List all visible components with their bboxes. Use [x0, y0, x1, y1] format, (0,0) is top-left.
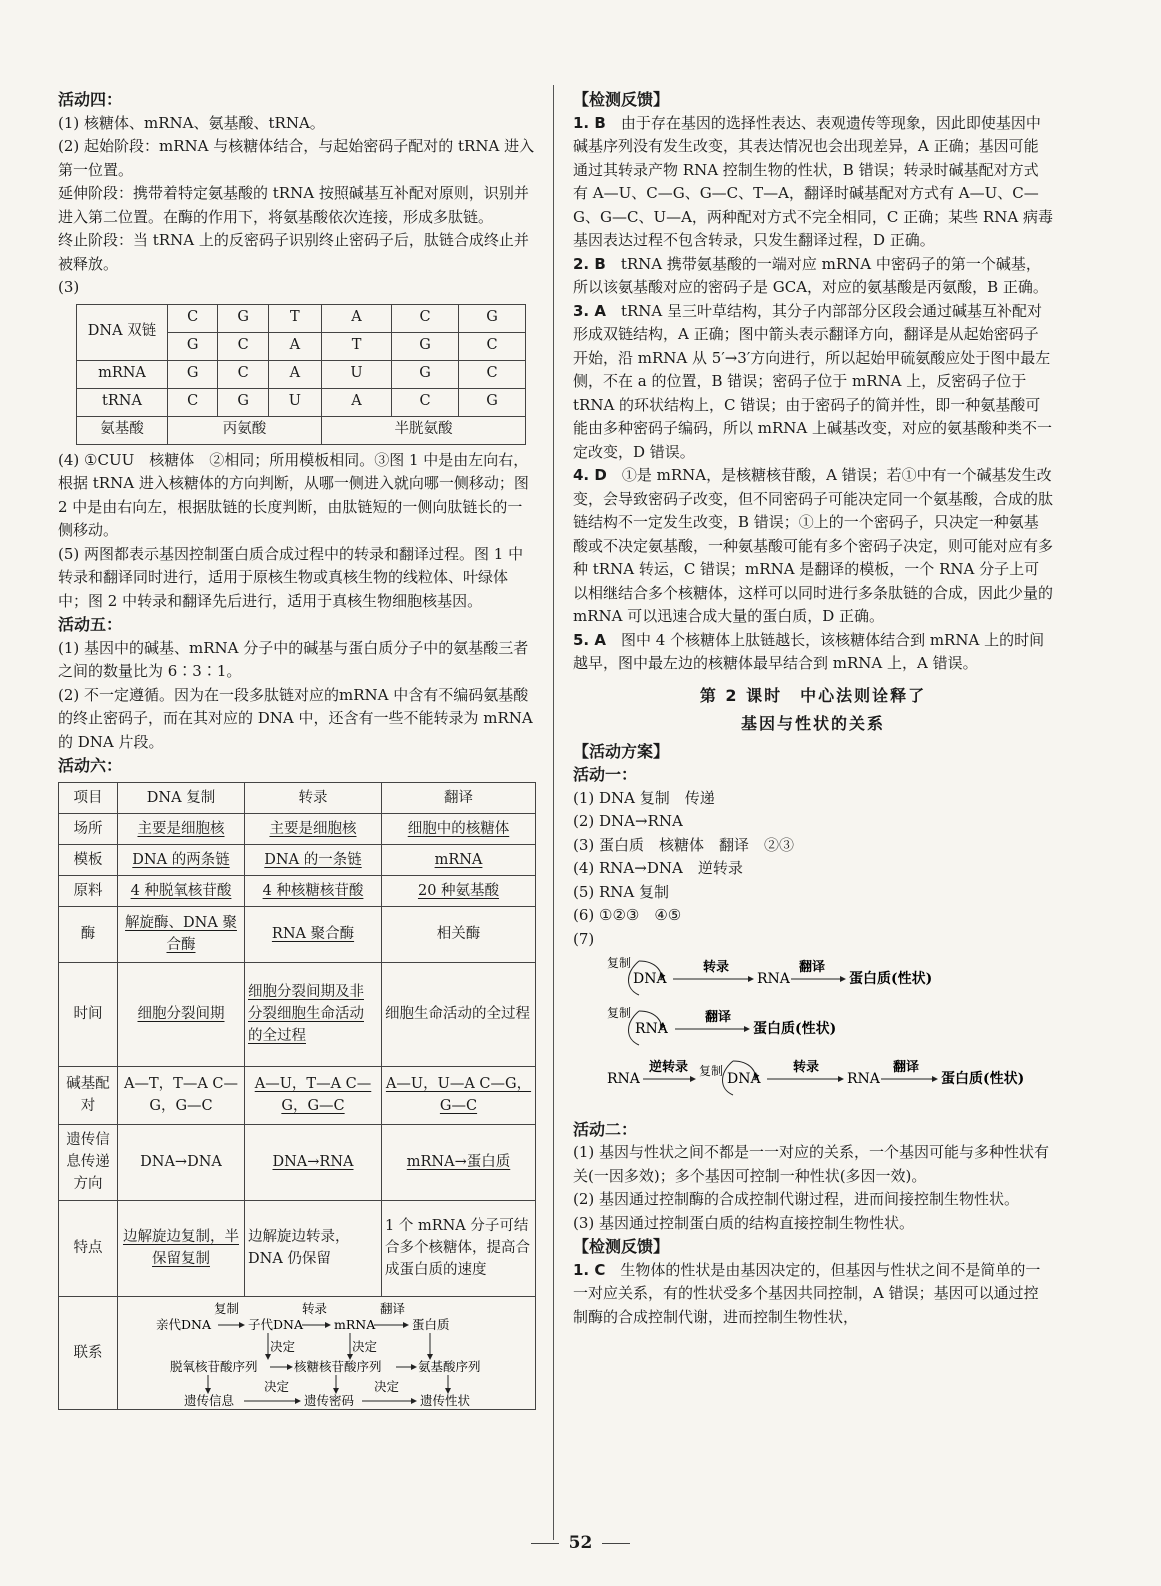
genetic-info: 遗传信息 [184, 1392, 235, 1408]
answer-number: 2. B [573, 254, 606, 273]
ribo-seq: 核糖核苷酸序列 [294, 1358, 382, 1374]
flow-svg [603, 953, 1043, 1103]
parent-dna: 亲代DNA [156, 1316, 211, 1332]
row-label: 原料 [59, 875, 118, 906]
table-cell: G [392, 332, 459, 360]
comparison-table [58, 782, 536, 1410]
activity1-item6: (6) ①②③ ④⑤ [573, 906, 682, 924]
table-cell: U [321, 360, 391, 388]
activity4-item4: (4) ①CUU 核糖体 ②相同；所用模板相同。③图 1 中是由左向右，根据 tRNA 进入核糖体的方向判断，从哪一侧进入就向哪一侧移动；图 2 中是由右向左，根据肽链的长度判断，由肽链短的一侧向肽链长的一侧移动。 [58, 450, 529, 539]
table-cell: mRNA→蛋白质 [406, 1154, 511, 1170]
aa-seq: 氨基酸序列 [418, 1358, 481, 1374]
table-header: 转录 [245, 782, 382, 813]
label-decide: 决定 [270, 1338, 296, 1354]
table-cell: T [268, 304, 321, 332]
dna-node: DNA [633, 971, 667, 987]
row-label: 联系 [59, 1296, 118, 1409]
table-cell: U [268, 388, 321, 416]
activity1-item1: (1) DNA 复制 传递 [573, 788, 715, 807]
table-cell: RNA 聚合酶 [271, 926, 355, 942]
activity2-item3: (3) 基因通过控制蛋白质的结构直接控制生物性状。 [573, 1213, 915, 1232]
activity1-item7: (7) [573, 929, 595, 948]
label-copy: 复制 [214, 1300, 240, 1316]
activity2-item1: (1) 基因与性状之间不都是一一对应的关系，一个基因可能与多种性状有关(一因多效)；多个基因可控制一种性状(多因一效)。 [573, 1143, 1050, 1185]
label-transcribe: 转录 [302, 1300, 328, 1316]
table-cell: G [459, 388, 526, 416]
answer-2 [573, 253, 1053, 300]
table-cell: A—T，T—A C—G，G—C [118, 1066, 245, 1124]
answer-text: 由于存在基因的选择性表达、表观遗传等现象，因此即使基因中碱基序列没有发生改变，其表达情况也会出现差异，A 正确；基因可能通过其转录产物 RNA 控制生物的性状，B 错误；转录时碱基配对方式有 A—U、C—G、G—C、T—A，翻译时碱基配对方式有 A—U、C—G、G—C、U—A，两种配对方式不完全相同，C 正确；某些 RNA 病毒基因表达过程不包含转录，只发生翻译过程，D 正确。 [573, 113, 1053, 249]
table-cell: G [218, 388, 268, 416]
table-cell: 4 种脱氧核苷酸 [130, 882, 232, 899]
copy-label [607, 955, 631, 970]
row-label: 模板 [59, 844, 118, 875]
row-label: 碱基配对 [59, 1066, 118, 1124]
answer-text: tRNA 携带氨基酸的一端对应 mRNA 中密码子的第一个碱基，所以该氨基酸对应的密码子是 GCA，对应的氨基酸是丙氨酸，B 正确。 [573, 254, 1048, 296]
table-cell: A—U，U—A C—G，G—C [385, 1076, 532, 1114]
activity5-title: 活动五： [58, 615, 123, 634]
table-cell: 细胞分裂间期及非分裂细胞生命活动的全过程 [248, 984, 364, 1044]
copy-text: 复制 [607, 1006, 632, 1020]
trna-label: tRNA [77, 388, 168, 416]
table-header: 项目 [59, 782, 118, 813]
table-cell: 细胞中的核糖体 [407, 820, 510, 837]
link-diagram-svg [118, 1299, 538, 1409]
translate-label: 翻译 [893, 1060, 920, 1075]
protein-node: 蛋白质(性状) [849, 971, 933, 987]
mrna-node: mRNA [334, 1316, 376, 1332]
table-header: DNA 复制 [118, 782, 245, 813]
lesson-title-line2: 基因与性状的关系 [740, 713, 885, 733]
table-cell: C [392, 388, 459, 416]
feedback2-title: 【检测反馈】 [573, 1237, 670, 1256]
rna-node: RNA [757, 971, 790, 987]
answer-text: tRNA 呈三叶草结构，其分子内部部分区段会通过碱基互补配对形成双链结构，A 正确；图中箭头表示翻译方向，翻译是从起始密码子开始，沿 mRNA 从 5′→3′方向进行，所以起始甲硫氨酸应处于图中最左侧，不在 a 的位置，B 错误；密码子位于 mRNA 上，反密码子位于 tRNA 的环状结构上，C 错误；由于密码子的简并性，即一种氨基酸可能由多种密码子编码，所以 mRNA 上碱基改变，对应的氨基酸种类不一定改变，D 错误。 [573, 301, 1053, 461]
label-decide: 决定 [264, 1378, 290, 1394]
table-cell: 边解旋边转录，DNA 仍保留 [245, 1200, 382, 1296]
child-dna: 子代DNA [248, 1316, 303, 1332]
activity5-item1: (1) 基因中的碱基、mRNA 分子中的碱基与蛋白质分子中的氨基酸三者之间的数量比为 6∶3∶1。 [58, 638, 529, 680]
activity2-item2: (2) 基因通过控制酶的合成控制代谢过程，进而间接控制生物性状。 [573, 1190, 1020, 1208]
activity5-item2: (2) 不一定遵循。因为在一段多肽链对应的mRNA 中含有不编码氨基酸的终止密码子，而在其对应的 DNA 中，还含有一些不能转录为 mRNA 的 DNA 片段。 [58, 685, 533, 751]
base-pairing-table [76, 304, 526, 445]
answer-text: ①是 mRNA，是核糖核苷酸，A 错误；若①中有一个碱基发生改变，会导致密码子改变，但不同密码子可能决定同一个氨基酸，合成的肽链结构不一定发生改变，B 错误；①上的一个密码子，只决定一种氨基酸或不决定氨基酸，一种氨基酸可能有多个密码子决定，则可能对应有多种 tRNA 转运，C 错误；mRNA 是翻译的模板，一个 RNA 分子上可以相继结合多个核糖体，这样可以同时进行多条肽链的合成，因此少量的 mRNA 可以迅速合成大量的蛋白质，D 正确。 [573, 466, 1054, 625]
table-cell: A [268, 360, 321, 388]
mrna-label: mRNA [77, 360, 168, 388]
table-cell: G [218, 304, 268, 332]
table-cell: A [321, 304, 391, 332]
table-cell: G [168, 332, 218, 360]
activity6-title: 活动六： [58, 756, 123, 775]
genetic-code: 遗传密码 [304, 1392, 355, 1408]
table-cell: T [321, 332, 391, 360]
deoxy-seq: 脱氧核苷酸序列 [170, 1358, 258, 1374]
amino-acid-label: 氨基酸 [77, 416, 168, 444]
answer-number: 5. A [573, 630, 606, 649]
answer-text: 图中 4 个核糖体上肽链越长，该核糖体结合到 mRNA 上的时间越早，图中最左边的核糖体最早结合到 mRNA 上，A 错误。 [573, 630, 1045, 672]
activity4-item3-label: (3) [58, 278, 80, 296]
column-divider [553, 85, 554, 1540]
activity1-item5: (5) RNA 复制 [573, 882, 670, 901]
activity1-item4: (4) RNA→DNA 逆转录 [573, 859, 743, 877]
amino-acid-2: 半胱氨酸 [321, 416, 525, 444]
table-cell: 相关酶 [382, 906, 536, 962]
table-cell: DNA 的一条链 [264, 851, 362, 868]
row-label: 场所 [59, 813, 118, 844]
table-cell: 1 个 mRNA 分子可结合多个核糖体，提高合成蛋白质的速度 [382, 1200, 536, 1296]
table-cell: DNA 的两条链 [132, 851, 230, 868]
answer-5 [573, 629, 1053, 676]
link-diagram [118, 1299, 535, 1409]
activity4-item2-extend: 延伸阶段：携带着特定氨基酸的 tRNA 按照碱基互补配对原则，识别并进入第二位置。在酶的作用下，将氨基酸依次连接，形成多肽链。 [58, 184, 529, 226]
page-number [0, 1533, 1161, 1553]
page-number-text: 52 [568, 1533, 593, 1553]
table-cell: G [459, 304, 526, 332]
feedback-title: 【检测反馈】 [573, 90, 670, 109]
row-label: 酶 [59, 906, 118, 962]
activity1-item2: (2) DNA→RNA [573, 812, 683, 830]
left-column [58, 88, 536, 1410]
table-cell: DNA→DNA [118, 1124, 245, 1200]
table-cell: C [168, 388, 218, 416]
answer-1 [573, 112, 1053, 253]
central-dogma-flows [603, 953, 1053, 1112]
table-cell: mRNA [434, 851, 483, 868]
table-cell: C [392, 304, 459, 332]
rna-node: RNA [607, 1071, 640, 1087]
label-translate: 翻译 [380, 1300, 406, 1316]
table-cell: A [321, 388, 391, 416]
activity4-item2-start: (2) 起始阶段：mRNA 与核糖体结合，与起始密码子配对的 tRNA 进入第一位置。 [58, 137, 535, 179]
answer-number: 1. B [573, 113, 606, 132]
answer-number: 1. C [573, 1260, 606, 1279]
plan-title: 【活动方案】 [573, 741, 670, 761]
row-label: 遗传信息传递方向 [59, 1124, 118, 1200]
answer-3 [573, 300, 1053, 465]
table-cell: 解旋酶、DNA 聚合酶 [125, 915, 237, 953]
answer-number: 3. A [573, 301, 606, 320]
table-cell: C [218, 360, 268, 388]
copy-label: 复制 [699, 1064, 724, 1078]
table-cell: A—U，T—A C—G，G—C [254, 1076, 372, 1114]
amino-acid-1: 丙氨酸 [168, 416, 322, 444]
lesson-title [573, 682, 1053, 738]
right-column [573, 88, 1053, 1329]
activity2-title: 活动二： [573, 1119, 638, 1139]
transcribe-label: 转录 [793, 1060, 820, 1075]
table-cell: C [218, 332, 268, 360]
copy-label [607, 1005, 631, 1020]
table-cell: G [168, 360, 218, 388]
translate-label: 翻译 [799, 960, 826, 975]
answer-4 [573, 464, 1053, 629]
protein-node: 蛋白质(性状) [941, 1071, 1025, 1087]
activity4-item2-end: 终止阶段：当 tRNA 上的反密码子识别终止密码子后，肽链合成终止并被释放。 [58, 231, 529, 273]
table-header: 翻译 [382, 782, 536, 813]
table-cell: 边解旋边复制，半保留复制 [123, 1229, 239, 1267]
reverse-transcribe-label: 逆转录 [649, 1060, 689, 1075]
activity1-item3: (3) 蛋白质 核糖体 翻译 ②③ [573, 835, 795, 854]
answer-b1 [573, 1259, 1053, 1330]
activity4-item5: (5) 两图都表示基因控制蛋白质合成过程中的转录和翻译过程。图 1 中转录和翻译同时进行，适用于原核生物或真核生物的线粒体、叶绿体中；图 2 中转录和翻译先后进行，适用于真核生物细胞核基因。 [58, 544, 524, 610]
label-decide: 决定 [352, 1338, 378, 1354]
copy-text: 复制 [607, 956, 632, 970]
protein-node: 蛋白质 [412, 1316, 450, 1332]
activity1-title: 活动一： [573, 765, 638, 784]
answer-text: 生物体的性状是由基因决定的，但基因与性状之间不是简单的一一对应关系，有的性状受多个基因共同控制，A 错误；基因可以通过控制酶的合成控制代谢，进而控制生物性状， [573, 1260, 1041, 1326]
table-cell: 主要是细胞核 [137, 820, 225, 837]
table-cell: 细胞分裂间期 [137, 1006, 225, 1022]
table-cell: A [268, 332, 321, 360]
table-cell: 4 种核糖核苷酸 [262, 882, 364, 899]
table-cell: 主要是细胞核 [269, 820, 357, 837]
label-decide: 决定 [374, 1378, 400, 1394]
activity4-title: 活动四： [58, 90, 123, 109]
lesson-title-line1: 第 2 课时 中心法则诠释了 [699, 685, 927, 705]
table-cell: C [168, 304, 218, 332]
genetic-trait: 遗传性状 [420, 1392, 471, 1408]
dna-node: DNA [727, 1071, 761, 1087]
dna-label: DNA 双链 [77, 304, 168, 360]
activity4-item1: (1) 核糖体、mRNA、氨基酸、tRNA。 [58, 113, 325, 132]
table-cell: C [459, 332, 526, 360]
table-cell: 细胞生命活动的全过程 [382, 962, 536, 1066]
row-label: 时间 [59, 962, 118, 1066]
protein-node: 蛋白质(性状) [753, 1021, 837, 1037]
translate-label: 翻译 [705, 1010, 732, 1025]
transcribe-label: 转录 [703, 960, 730, 975]
table-cell: G [392, 360, 459, 388]
row-label: 特点 [59, 1200, 118, 1296]
table-cell: C [459, 360, 526, 388]
answer-number: 4. D [573, 466, 607, 484]
table-cell: 20 种氨基酸 [417, 882, 500, 899]
rna-node: RNA [635, 1021, 668, 1037]
rna-node: RNA [847, 1071, 880, 1087]
table-cell: DNA→RNA [272, 1154, 354, 1170]
